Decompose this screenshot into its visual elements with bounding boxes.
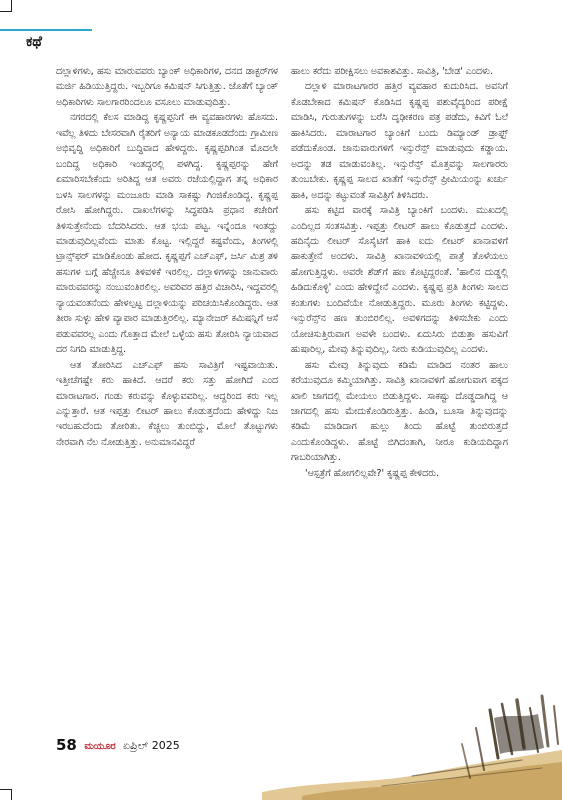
illustration-ground bbox=[262, 750, 562, 800]
crop-mark-top-left-v bbox=[11, 0, 12, 12]
page-footer bbox=[56, 736, 180, 754]
page-number: 58 bbox=[56, 736, 77, 754]
paragraph: ಹಸು ಕಟ್ಟಿದ ವಾರಕ್ಕೆ ಸಾವಿತ್ರಿ ಬ್ಯಾಂಕಿಗೆ ಬಂದಳು. ಮುಖದಲ್ಲಿ ಎಂದಿಲ್ಲದ ಸಂತಸವಿತ್ತು. ಇಪ್ಪತ್ತು ಲೀಟರ್ ಹಾಲು ಕೊಡುತ್ತದೆ ಎಂದಳು. ಹದಿನೈದು ಲೀಟರ್ ಸೊಸೈಟಿಗೆ ಹಾಕಿ ಐದು ಲೀಟರ್ ಖಾನಾವಳಿಗೆ ಹಾಕುತ್ತೇನೆ ಅಂದಳು. ಸಾವಿತ್ರಿ ಖಾನಾವಳಿಯಲ್ಲಿ ಪಾತ್ರೆ ತೊಳೆಯಲು ಹೋಗುತ್ತಿದ್ದಳು. ಅವರೇ ಶೆಡ್‌ಗೆ ಹಣ ಕೊಟ್ಟಿದ್ದರಂತೆ. 'ಹಾಲಿನ ದುಡ್ಡಲ್ಲಿ ಹಿಡಿದುಕೊಳ್ಳಿ' ಎಂದು ಹೇಳಿದ್ದೇನೆ ಎಂದಳು. ಕೃಷ್ಣಪ್ಪ ಪ್ರತಿ ತಿಂಗಳು ಸಾಲದ ಕಂತುಗಳು ಬಂದಿವೆಯೇ ನೋಡುತ್ತಿದ್ದರು. ಮೂರು ತಿಂಗಳು ಕಟ್ಟಿದ್ದಳು. ಇನ್ಸುರೆನ್ಸ್‌ನ ಹಣ ತುಂಬಿರಲಿಲ್ಲ. ಅವಳಿಗದನ್ನು ತಿಳಿಸಬೇಕು ಎಂದು ಯೋಚಿಸುತ್ತಿರುವಾಗ ಅವಳೇ ಬಂದಳು. ಏದುಸಿರು ಬಿಡುತ್ತಾ ಹಸುವಿಗೆ ಹುಷಾರಿಲ್ಲ, ಮೇವು ತಿನ್ನುವುದಿಲ್ಲ, ನೀರು ಕುಡಿಯುವುದಿಲ್ಲ ಎಂದಳು. bbox=[291, 205, 508, 356]
section-label: ಕಥೆ bbox=[26, 34, 42, 50]
story-illustration bbox=[262, 688, 562, 800]
crop-mark-bottom-left-v bbox=[11, 789, 12, 800]
issue-date: ಏಪ್ರಿಲ್ 2025 bbox=[122, 739, 180, 752]
section-accent-rule bbox=[0, 29, 92, 31]
paragraph: 'ಆಸ್ಪತ್ರೆಗೆ ಹೋಗಲಿಲ್ಲವೇ?' ಕೃಷ್ಣಪ್ಪ ಕೇಳಿದರು. bbox=[305, 467, 440, 479]
right-column bbox=[291, 64, 508, 481]
paragraph: ನಗರದಲ್ಲಿ ಕೆಲಸ ಮಾಡಿದ್ದ ಕೃಷ್ಣಪ್ಪನಿಗೆ ಈ ವ್ಯವಹಾರಗಳು ಹೊಸದು. ಇವೆಲ್ಲ ತಿಳಿದು ಬೇಸರವಾಗಿ ರೈತರಿಗೆ ಅನ್ಯಾಯ ಮಾಡಕೂಡದೆಂದು ಗ್ರಾಮೀಣ ಅಭಿವೃದ್ಧಿ ಅಧಿಕಾರಿಗೆ ಬುದ್ಧಿವಾದ ಹೇಳಿದ್ದರು. ಕೃಷ್ಣಪ್ಪರಿಗಿಂತ ಮೊದಲೇ ಬಂದಿದ್ದ ಅಧಿಕಾರಿ ಇಂತದ್ದರಲ್ಲಿ ಪಳಗಿದ್ದ. ಕೃಷ್ಣಪ್ಪರನ್ನು ಹೇಗೆ ಏಮಾರಿಸಬೇಕೆಂದು ಅರಿತಿದ್ದ ಆತ ಅವರು ರಜೆಯಲ್ಲಿದ್ದಾಗ ತನ್ನ ಅಧಿಕಾರ ಬಳಸಿ ಸಾಲಗಳನ್ನು ಮಂಜೂರು ಮಾಡಿ ಸಾಕಷ್ಟು ಗಿಂಜಿಕೊಂಡಿದ್ದ. ಕೃಷ್ಣಪ್ಪ ರೋಸಿ ಹೋಗಿದ್ದರು. ದಾಖಲೆಗಳನ್ನು ಸಿದ್ಧಪಡಿಸಿ ಪ್ರಧಾನ ಕಚೇರಿಗೆ ತಿಳಿಸುತ್ತೇನೆಂದು ಬೆದರಿಸಿದರು. ಆತ ಭಯ ಪಟ್ಟ. ಇನ್ನೆಂದೂ ಇಂತದ್ದು ಮಾಡುವುದಿಲ್ಲವೆಂದು ಮಾತು ಕೊಟ್ಟ. ಇಲ್ಲಿದ್ದರೆ ಕಷ್ಟವೆಂದು, ತಿಂಗಳಲ್ಲಿ ಟ್ರಾನ್ಸ್‌ಫರ್ ಮಾಡಿಕೊಂಡು ಹೋದ. ಕೃಷ್ಣಪ್ಪಗೆ ಎಚ್‌ಎಫ್, ಜರ್ಸಿ ಮಿಶ್ರ ತಳಿ ಹಸುಗಳ ಬಗ್ಗೆ ಹೆಚ್ಚೇನೂ ತಿಳಿವಳಿಕೆ ಇರಲಿಲ್ಲ. ದಲ್ಲಾಳಿಗಳನ್ನು ಜಾನುವಾರು ಮಾರುವವರನ್ನು ನಂಬುವಂತಿರಲಿಲ್ಲ. ಅವರಿವರ ಹತ್ತಿರ ವಿಚಾರಿಸಿ, ಇದ್ದವರಲ್ಲಿ ನ್ಯಾಯವಂತನೆಂದು ಹೇಳಲ್ಪಟ್ಟ ದಲ್ಲಾಳಿಯನ್ನು ಪರಿಚಯಿಸಿಕೊಂಡಿದ್ದರು. ಆತ ತೀರಾ ಸುಳ್ಳು ಹೇಳಿ ವ್ಯಾಪಾರ ಮಾಡುತ್ತಿರಲಿಲ್ಲ. ಮ್ಯಾನೇಜರ್ ಕಮಿಷನ್ನಿಗೆ ಆಸೆ ಪಡುವವರಲ್ಲ ಎಂದು ಗೊತ್ತಾದ ಮೇಲೆ ಒಳ್ಳೆಯ ಹಸು ತೋರಿಸಿ ನ್ಯಾಯವಾದ ದರ ನಿಗದಿ ಮಾಡುತ್ತಿದ್ದ. bbox=[56, 112, 278, 356]
paragraph: ದಲ್ಲಾಳಿಗಳು, ಹಸು ಮಾರುವವರು ಬ್ಯಾಂಕ್ ಅಧಿಕಾರಿಗಳ, ದನದ ಡಾಕ್ಟರ್‌ಗಳ ಮರ್ಜಿ ಹಿಡಿಯುತ್ತಿದ್ದರು. ಇಬ್ಬರಿಗೂ ಕಮಿಷನ್ ಸಿಗುತ್ತಿತ್ತು. ಜೊತೆಗೆ ಬ್ಯಾಂಕ್ ಅಧಿಕಾರಿಗಳು ಸಾಲಗಾರರಿಂದಲೂ ವಸೂಲು ಮಾಡುವುದಿತ್ತು. bbox=[56, 66, 278, 108]
magazine-logo: ಮಯೂರ bbox=[84, 741, 116, 752]
paragraph: ದಲ್ಲಾಳಿ ಮಾರಾಟಗಾರರ ಹತ್ತಿರ ವ್ಯವಹಾರ ಕುದುರಿಸಿದ. ಅವನಿಗೆ ಕೊಡಬೇಕಾದ ಕಮಿಷನ್ ಕೊಡಿಸಿದ ಕೃಷ್ಣಪ್ಪ ಪಶುವೈದ್ಯರಿಂದ ಪರೀಕ್ಷೆ ಮಾಡಿಸಿ, ಗುರುತುಗಳನ್ನು ಬರೆಸಿ ದೃಢೀಕರಣ ಪತ್ರ ಪಡೆದು, ಕಿವಿಗೆ ಓಲೆ ಹಾಕಿಸಿದರು. ಮಾರಾಟಗಾರ ಬ್ಯಾಂಕಿಗೆ ಬಂದು ಡಿಮ್ಯಾಂಡ್ ಡ್ರಾಫ್ಟ್ ಪಡೆದುಕೊಂಡ. ಜಾನುವಾರುಗಳಿಗೆ ಇನ್ಸುರೆನ್ಸ್ ಮಾಡುವುದು ಕಡ್ಡಾಯ. ಅದನ್ನು ತಡ ಮಾಡುವಂತಿಲ್ಲ. ಇನ್ಸುರೆನ್ಸ್ ಮೊತ್ತವನ್ನು ಸಾಲಗಾರರು ತುಂಬಬೇಕು. ಕೃಷ್ಣಪ್ಪ ಸಾಲದ ಖಾತೆಗೆ ಇನ್ಸುರೆನ್ಸ್ ಪ್ರೀಮಿಯಂನ್ನು ಖರ್ಚು ಹಾಕಿ, ಅದನ್ನು ಕಟ್ಟುವಂತೆ ಸಾವಿತ್ರಿಗೆ ತಿಳಿಸಿದರು. bbox=[291, 81, 508, 201]
paragraph: ಹಾಲು ಕರೆದು ಪರೀಕ್ಷಿಸಲು ಅವಕಾಶವಿತ್ತು. ಸಾವಿತ್ರಿ, 'ಬೇಡ' ಎಂದಳು. bbox=[291, 66, 494, 77]
paragraph: ಹಸು ಮೇವು ತಿನ್ನುವುದು ಕಡಿಮೆ ಮಾಡಿದ ನಂತರ ಹಾಲು ಕರೆಯುವುದೂ ಕಮ್ಮಿಯಾಗಿತ್ತು. ಸಾವಿತ್ರಿ ಖಾನಾವಳಿಗೆ ಹೋಗುವಾಗ ಪಕ್ಕದ ಖಾಲಿ ಜಾಗದಲ್ಲಿ ಮೇಯಲು ಬಿಡುತ್ತಿದ್ದಳು. ಸಾಕಷ್ಟು ದೊಡ್ಡದಾಗಿದ್ದ ಆ ಜಾಗದಲ್ಲಿ ಹಸು ಮೇದುಕೊಂಡಿರುತ್ತಿತ್ತು. ಹಿಂಡಿ, ಬೂಸಾ ತಿನ್ನುವುದನ್ನು ಕಡಿಮೆ ಮಾಡಿದಾಗ ಹುಲ್ಲು ತಿಂದು ಹೊಟ್ಟೆ ತುಂಬಿರುತ್ತದೆ ಎಂದುಕೊಂಡಿದ್ದಳು. ಹೊಟ್ಟೆ ಬಿಗಿದಂತಾಗಿ, ನೀರೂ ಕುಡಿಯದಿದ್ದಾಗ ಗಾಬರಿಯಾಗಿತ್ತು. bbox=[291, 359, 508, 464]
paragraph: ಆತ ತೋರಿಸಿದ ಎಚ್‌ಎಫ್ ಹಸು ಸಾವಿತ್ರಿಗೆ ಇಷ್ಟವಾಯಿತು. ಇತ್ತೀಚೆಗಷ್ಟೇ ಕರು ಹಾಕಿದೆ. ಆದರೆ ಕರು ಸತ್ತು ಹೋಗಿದೆ ಎಂದ ಮಾರಾಟಗಾರ. ಗಂಡು ಕರುವನ್ನು ಕೊಳ್ಳುವವರಿಲ್ಲ. ಆದ್ದರಿಂದ ಕರು ಇಲ್ಲ ಎನ್ನುತ್ತಾರೆ. ಆತ ಇಪ್ಪತ್ತು ಲೀಟರ್ ಹಾಲು ಕೊಡುತ್ತದೆಂದು ಹೇಳಿದ್ದು ನಿಜ ಇರಬಹುದೆಂದು ತೋರಿತು. ಕೆಚ್ಚಲು ತುಂಬಿದ್ದು, ಮೊಲೆ ತೊಟ್ಟುಗಳು ನೇರವಾಗಿ ನೆಲ ನೋಡುತ್ತಿತ್ತು. ಅನುಮಾನವಿದ್ದರೆ bbox=[56, 359, 278, 448]
left-column bbox=[56, 64, 278, 450]
illustration-dark-patch bbox=[494, 714, 544, 754]
